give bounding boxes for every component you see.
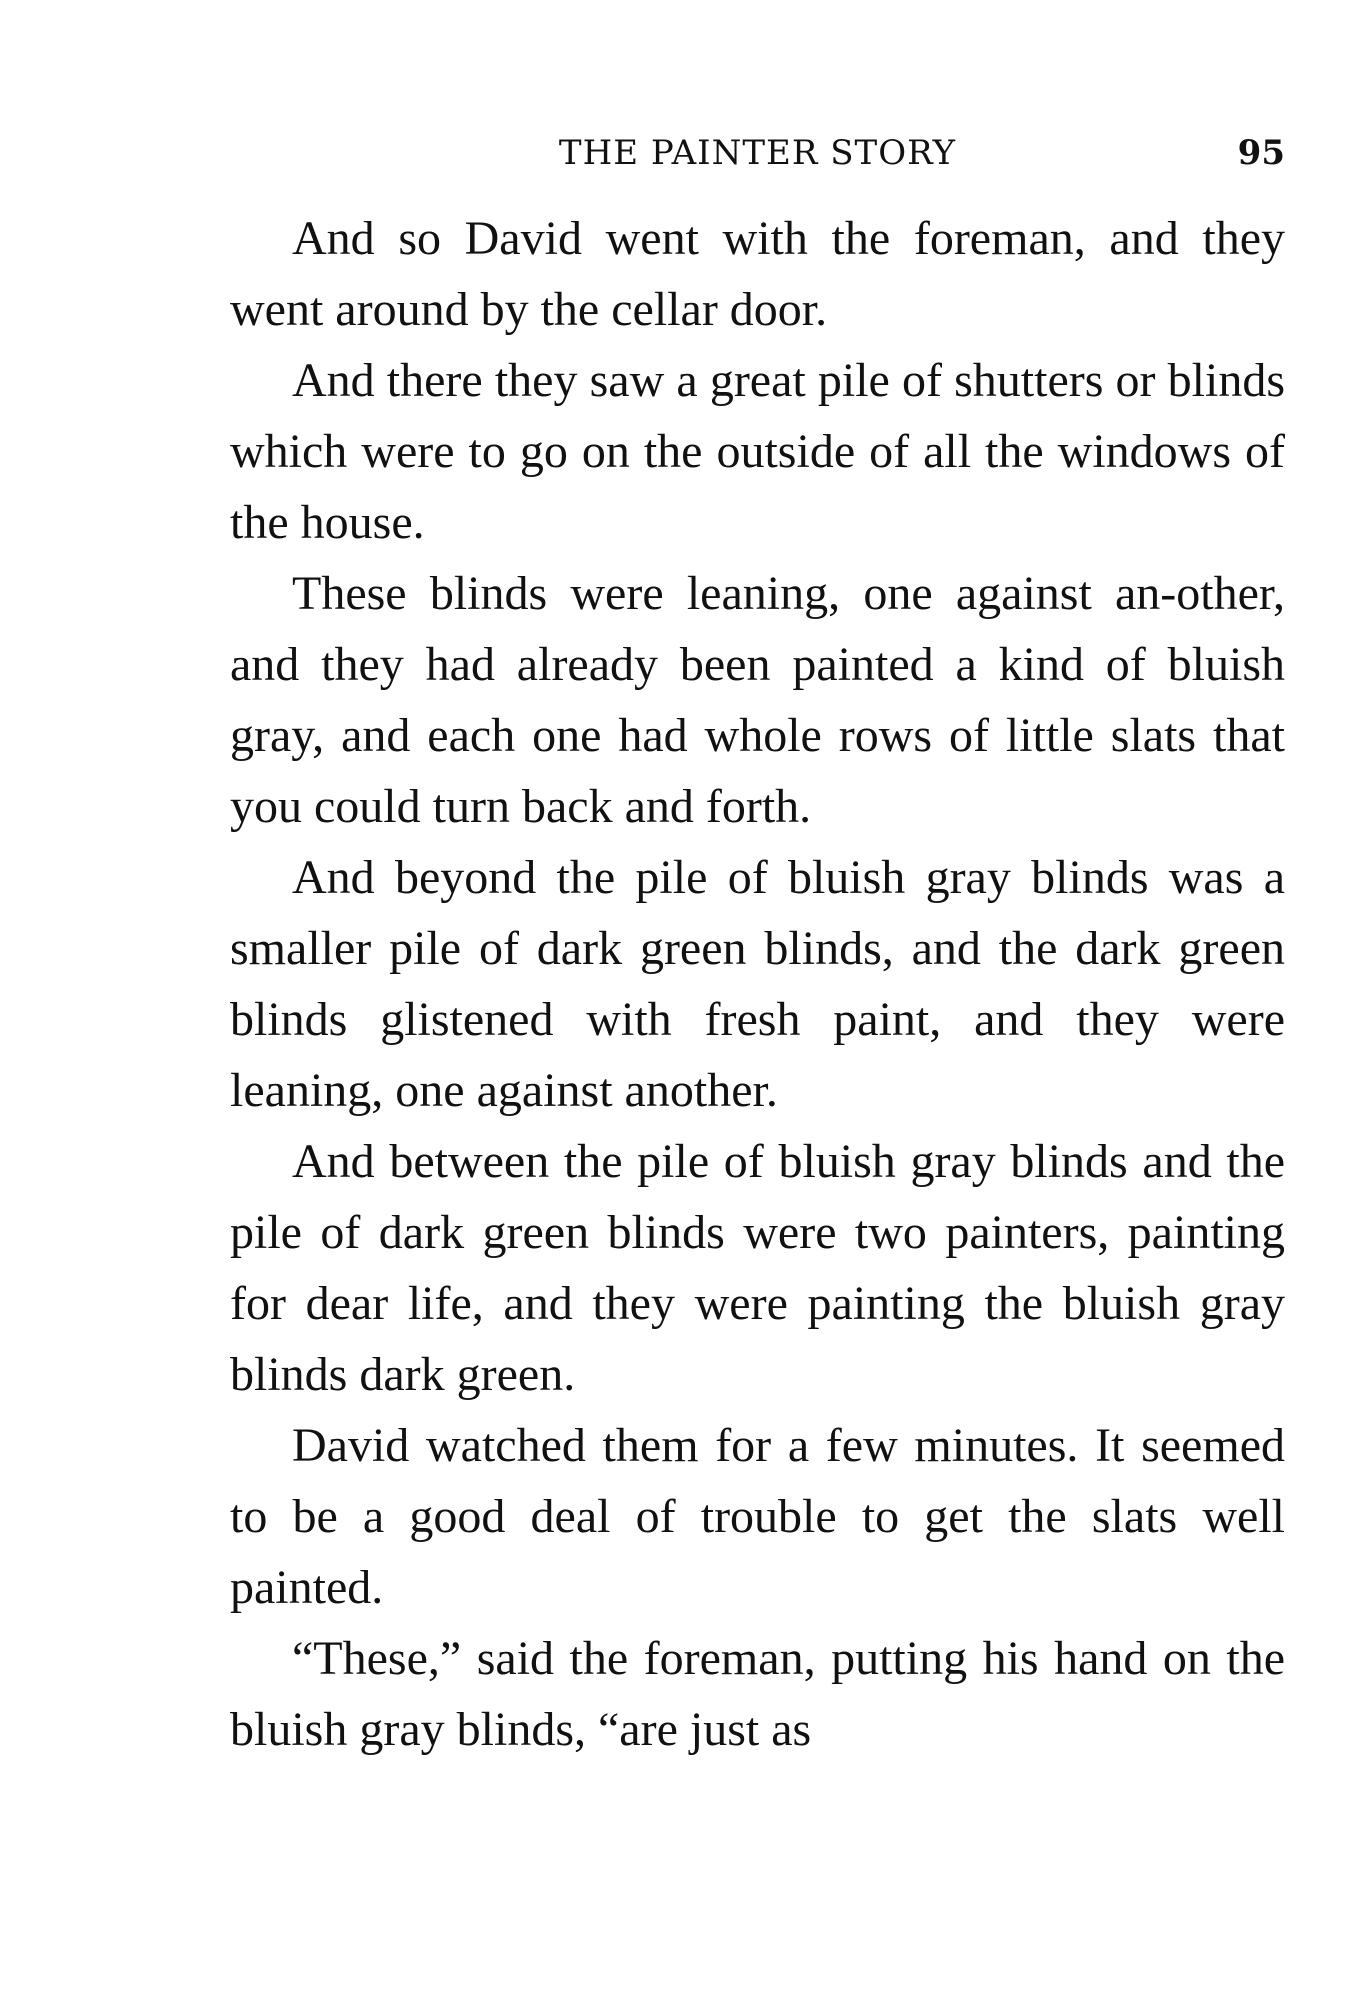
running-title: THE PAINTER STORY: [558, 133, 957, 173]
page-number: 95: [1237, 133, 1285, 173]
paragraph: “These,” said the foreman, putting his hand on the bluish gray blinds, “are just as: [230, 1632, 1285, 1756]
page-header: [230, 128, 1285, 178]
paragraph: David watched them for a few minutes. It seemed to be a good deal of trouble to get the slats well painted.: [230, 1419, 1285, 1614]
paragraph: And beyond the pile of bluish gray blinds was a smaller pile of dark green blinds, and the dark green blinds glistened with fresh paint, and they were leaning, one against another.: [230, 851, 1285, 1117]
paragraph: These blinds were leaning, one against an-other, and they had already been painted a kind of bluish gray, and each one had whole rows of little slats that you could turn back and forth.: [230, 567, 1285, 833]
paragraph: And there they saw a great pile of shutters or blinds which were to go on the outside of all the windows of the house.: [230, 354, 1285, 549]
paragraph: And so David went with the foreman, and they went around by the cellar door.: [230, 212, 1285, 336]
body-text: [230, 203, 1285, 1765]
paragraph: And between the pile of bluish gray blinds and the pile of dark green blinds were two painters, painting for dear life, and they were painting the bluish gray blinds dark green.: [230, 1135, 1285, 1401]
